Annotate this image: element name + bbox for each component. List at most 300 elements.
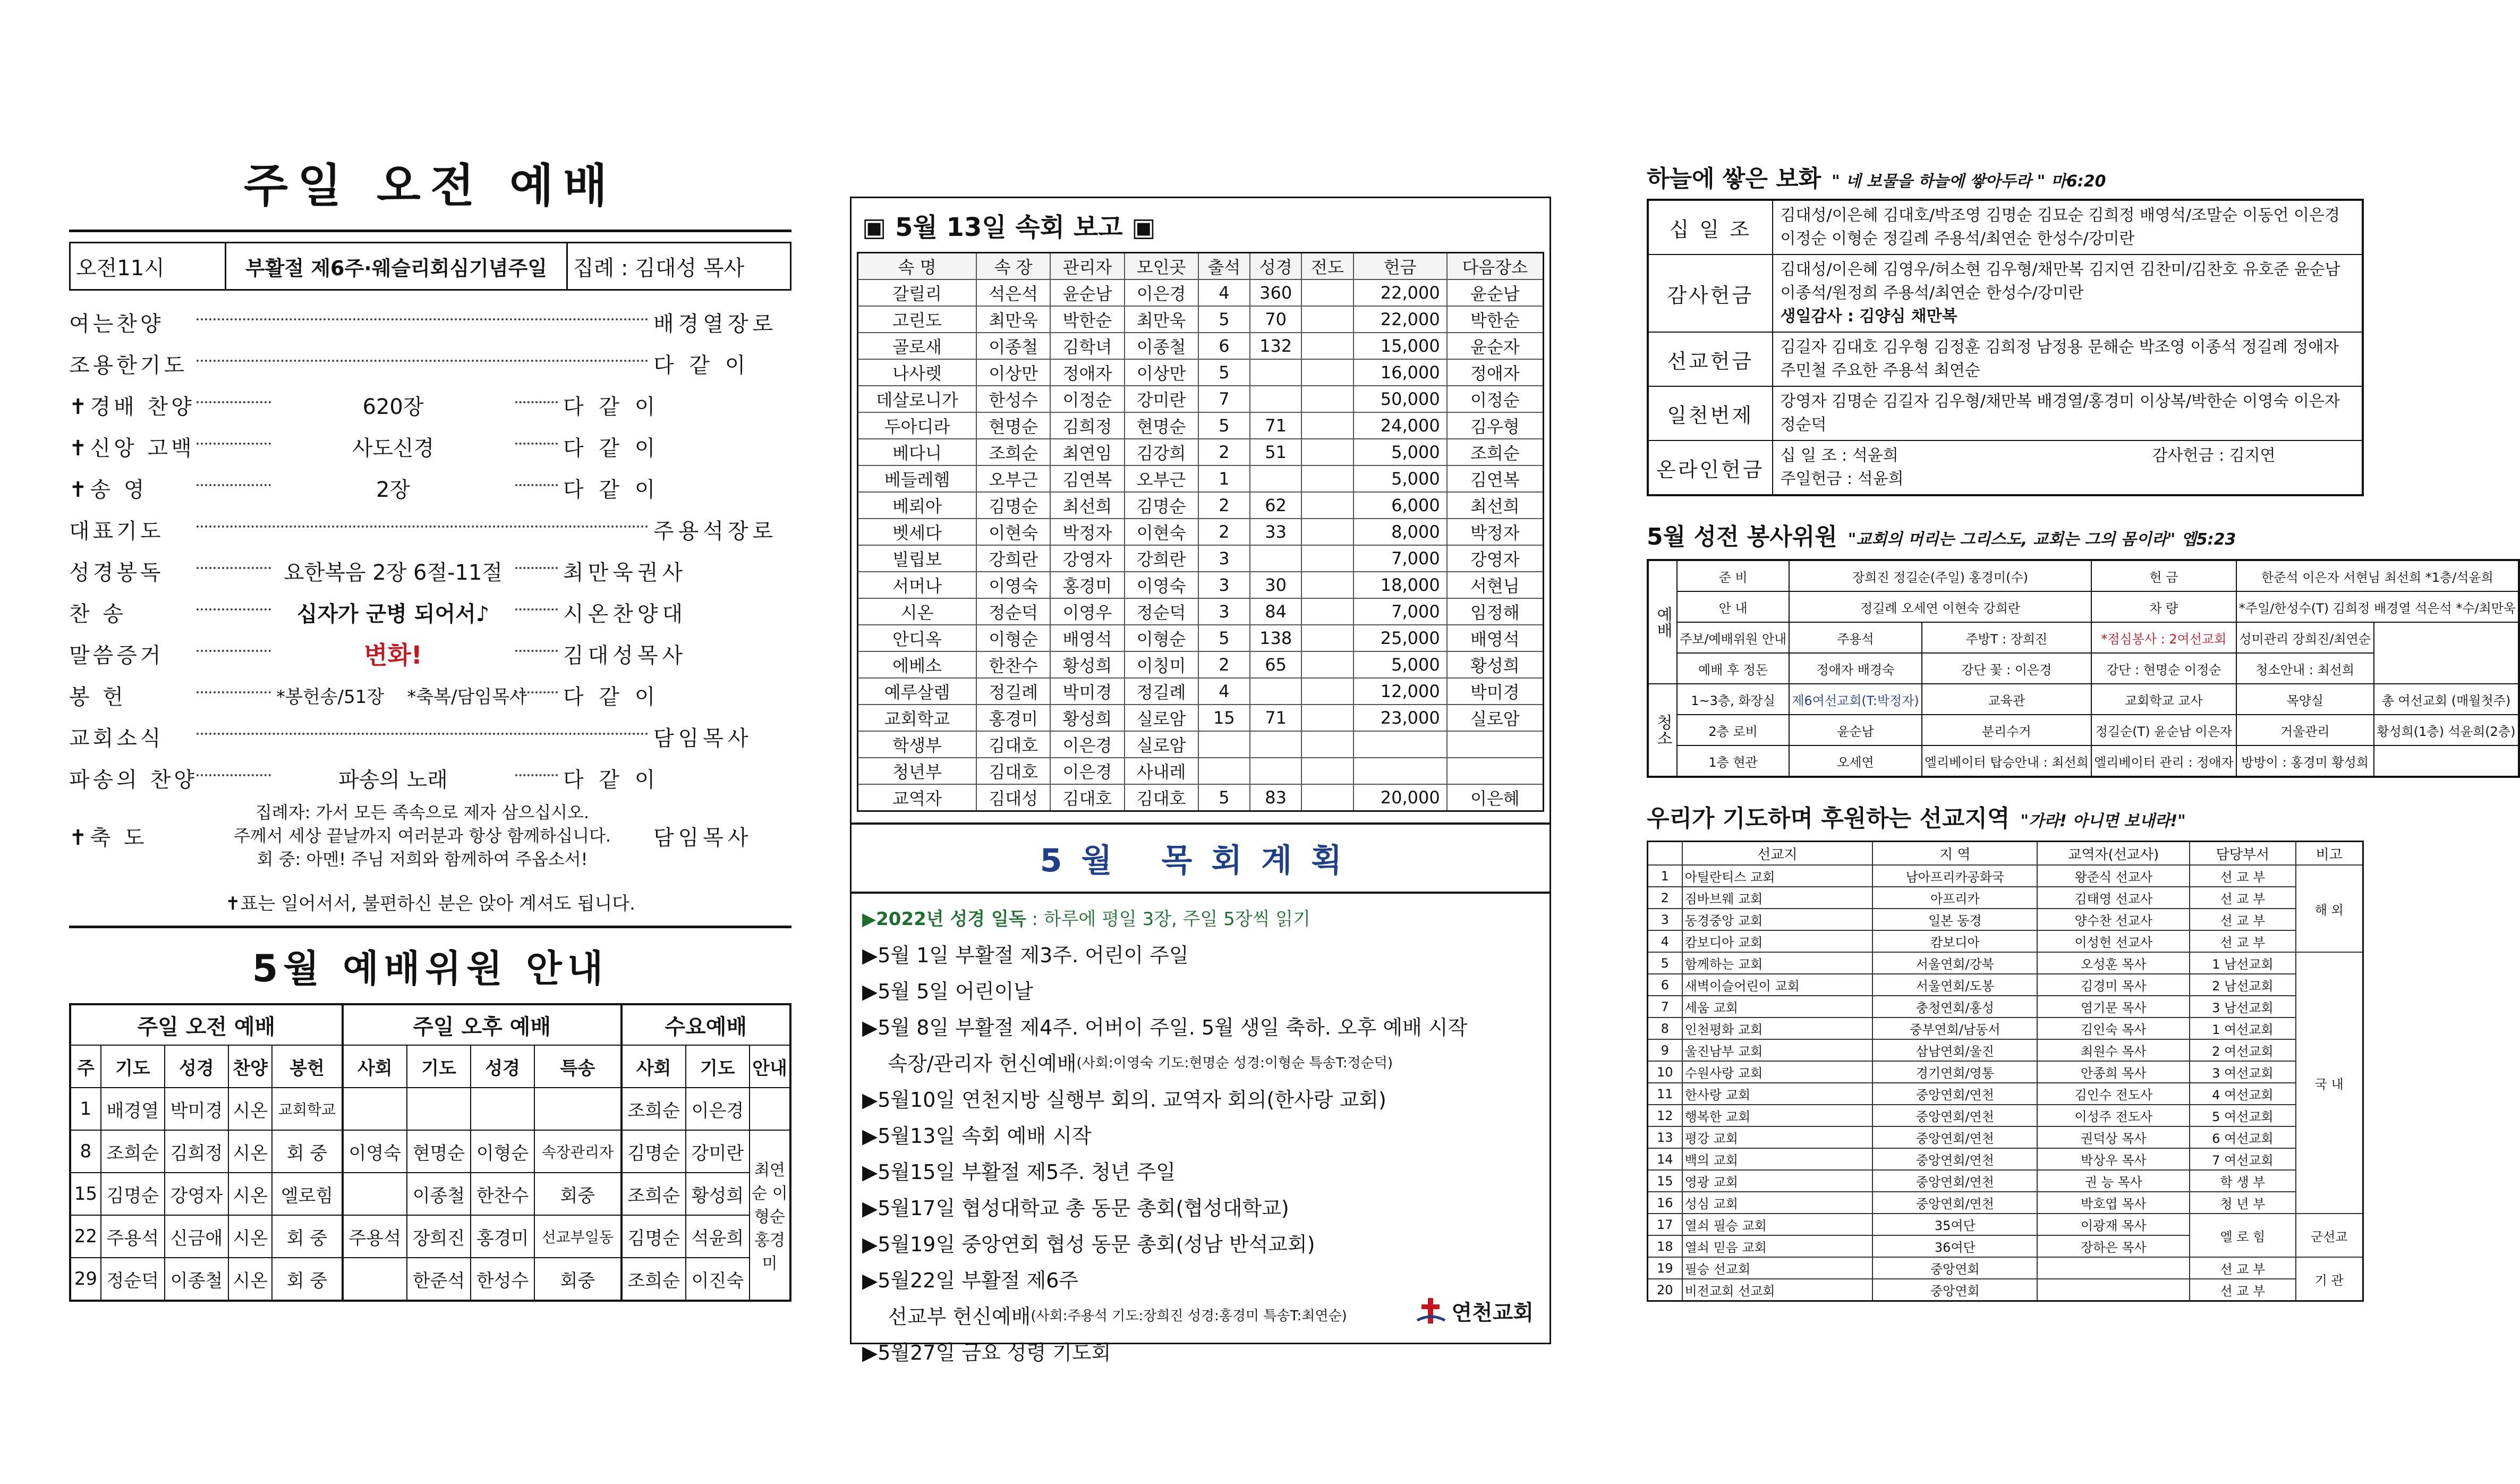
table-row — [858, 333, 1544, 359]
mission-cell: 중앙연회/연천 — [1872, 1105, 2037, 1126]
volunteer-cell: 제6여선교회(T:박정자) — [1789, 684, 1922, 715]
report-cell: 23,000 — [1353, 705, 1447, 731]
committee-cell: 장희진 — [407, 1215, 471, 1258]
volunteer-cell: *주일/한성수(T) 김희정 배경열 석은석 *수/최만욱 — [2236, 591, 2519, 622]
report-cell: 이영숙 — [976, 572, 1050, 598]
report-col-header: 속 명 — [858, 253, 977, 280]
plan-item — [862, 1224, 1539, 1260]
report-cell: 최선희 — [1447, 492, 1544, 519]
report-cell: 한성수 — [976, 386, 1050, 412]
table-row — [858, 705, 1544, 731]
committee-cell: 신금애 — [165, 1215, 228, 1258]
report-cell: 베뢰아 — [858, 492, 977, 519]
committee-cell: 한준석 — [407, 1258, 471, 1301]
offering-names — [1773, 200, 2363, 255]
report-cell: 청년부 — [858, 758, 977, 784]
leader-dots — [515, 401, 558, 403]
benediction-line: 주께서 세상 끝날까지 여러분과 항상 함께하십니다. — [233, 826, 611, 846]
report-cell: 2 — [1198, 519, 1250, 545]
benediction-resp: 담임목사 — [653, 825, 753, 850]
mission-cell: 장하은 목사 — [2037, 1235, 2190, 1257]
mission-cell: 서울연회/도봉 — [1872, 974, 2037, 996]
report-cell: 2 — [1198, 651, 1250, 678]
report-cell: 5 — [1198, 359, 1250, 386]
mission-cell: 1 여선교회 — [2190, 1017, 2295, 1039]
report-cell: 2 — [1198, 439, 1250, 465]
mission-note: 해 외 — [2296, 865, 2363, 952]
report-cell: 이은경 — [1050, 731, 1124, 758]
committee-col-header: 사회 — [343, 1045, 407, 1088]
committee-col-header: 찬양 — [228, 1045, 272, 1088]
table-row — [1648, 1083, 2363, 1105]
mission-cell — [2037, 1257, 2190, 1279]
committee-guide: 최연순 이형순 홍경미 — [750, 1130, 790, 1301]
mission-cell: 3 — [1648, 909, 1682, 930]
table-row — [1648, 909, 2363, 930]
mission-cell: 중앙연회/연천 — [1872, 1170, 2037, 1192]
mission-cell: 청 년 부 — [2190, 1192, 2295, 1214]
service-name: 부활절 제6주·웨슬리회심기념주일 — [226, 243, 568, 289]
report-cell: 5 — [1198, 306, 1250, 333]
volunteer-cell: 황성희(1층) 석윤희(2층) — [2374, 715, 2519, 745]
report-cell: 7,000 — [1353, 545, 1447, 572]
mission-cell: 경기연회/영통 — [1872, 1061, 2037, 1083]
mission-cell: 박상우 목사 — [2037, 1148, 2190, 1170]
order-resp: 다 같 이 — [563, 436, 660, 461]
report-cell: 이상만 — [1125, 359, 1198, 386]
report-cell: 12,000 — [1353, 678, 1447, 705]
report-cell: 25,000 — [1353, 625, 1447, 651]
plan-text: ▶5월13일 속회 예배 시작 — [862, 1124, 1092, 1148]
leader-dots — [515, 443, 558, 445]
mission-cell: 김인숙 목사 — [2037, 1017, 2190, 1039]
report-cell: 석은석 — [976, 279, 1050, 306]
table-row — [1648, 1148, 2363, 1170]
mission-cell: 최원수 목사 — [2037, 1039, 2190, 1061]
volunteer-table — [1647, 559, 2520, 778]
report-cell: 132 — [1250, 333, 1301, 359]
report-cell: 15,000 — [1353, 333, 1447, 359]
plan-sub: (사회:이영숙 기도:현명순 성경:이형순 특송T:정순덕) — [1076, 1055, 1393, 1071]
volunteer-cell: 주보/예배위원 안내 — [1677, 622, 1789, 653]
report-cell: 22,000 — [1353, 306, 1447, 333]
standing-note: ✝표는 일어서서, 불편하신 분은 앉아 계셔도 됩니다. — [225, 893, 635, 914]
committee-cell: 회 중 — [272, 1258, 342, 1301]
volunteer-cell: 엘리베이터 관리 : 정애자 — [2091, 745, 2236, 777]
report-cell: 이현숙 — [1125, 519, 1198, 545]
report-cell — [1301, 651, 1353, 678]
mission-cell: 2 여선교회 — [2190, 1039, 2295, 1061]
offering-line: 강영자 김명순 김길자 김우형/채만복 배경열/홍경미 이상복/박한순 이영숙 이은자 — [1780, 392, 2340, 411]
committee-table — [69, 1003, 791, 1302]
mission-cell: 6 여선교회 — [2190, 1126, 2295, 1148]
report-cell: 정애자 — [1447, 359, 1544, 386]
mission-cell: 남아프리카공화국 — [1872, 865, 2037, 887]
report-cell: 3 — [1198, 572, 1250, 598]
report-cell: 이형순 — [976, 625, 1050, 651]
mission-cell: 염기문 목사 — [2037, 996, 2190, 1017]
report-cell: 나사렛 — [858, 359, 977, 386]
committee-cell: 이종철 — [165, 1258, 228, 1301]
report-cell: 83 — [1250, 784, 1301, 811]
volunteer-cell: 정길례 오세연 이현숙 강희란 — [1789, 591, 2091, 622]
report-cell: 22,000 — [1353, 279, 1447, 306]
committee-col-header: 봉헌 — [272, 1045, 342, 1088]
committee-cell: 한찬수 — [471, 1173, 534, 1215]
report-cell: 62 — [1250, 492, 1301, 519]
mission-cell: 성심 교회 — [1682, 1192, 1873, 1214]
mission-cell: 비전교회 선교회 — [1682, 1279, 1873, 1301]
benediction-line: 회 중: 아멘! 주님 저희와 함께하여 주옵소서! — [257, 849, 588, 869]
mission-cell: 중앙연회/연천 — [1872, 1126, 2037, 1148]
volunteer-cell: 장희진 정길순(주일) 홍경미(수) — [1789, 560, 2091, 591]
mission-note: 국 내 — [2296, 952, 2363, 1214]
table-row — [1648, 1214, 2363, 1235]
mission-cell: 한사랑 교회 — [1682, 1083, 1873, 1105]
committee-cell: 속장관리자 — [534, 1130, 621, 1173]
plan-item — [862, 1260, 1539, 1296]
order-row — [69, 674, 791, 716]
online-offering-row — [1648, 440, 2363, 495]
online-thanks: 감사헌금 : 김지연 — [2152, 446, 2276, 465]
report-cell: 김우형 — [1447, 412, 1544, 439]
report-col-header: 관리자 — [1050, 253, 1124, 280]
report-cell — [1301, 678, 1353, 705]
volunteer-cell: 윤순남 — [1789, 715, 1922, 745]
report-cell: 1 — [1198, 465, 1250, 492]
report-col-header: 전도 — [1301, 253, 1353, 280]
plan-item — [862, 1333, 1539, 1369]
committee-cell: 22 — [70, 1215, 101, 1258]
mission-col-header: 지 역 — [1872, 842, 2037, 866]
mission-col-header: 비고 — [2296, 842, 2363, 866]
report-cell: 이종철 — [1125, 333, 1198, 359]
report-cell: 138 — [1250, 625, 1301, 651]
leader-dots — [197, 691, 271, 693]
mission-col-header: 교역자(선교사) — [2037, 842, 2190, 866]
worship-order-panel — [69, 149, 791, 1371]
mission-cell: 일본 동경 — [1872, 909, 2037, 930]
plan-text: ▶5월15일 부활절 제5주. 청년 주일 — [862, 1160, 1176, 1184]
report-cell: 조희순 — [976, 439, 1050, 465]
report-cell: 윤순자 — [1447, 333, 1544, 359]
mission-cell: 선 교 부 — [2190, 887, 2295, 909]
report-cell: 5,000 — [1353, 651, 1447, 678]
mission-cell: 영광 교회 — [1682, 1170, 1873, 1192]
volunteer-cell: 주방T : 장희진 — [1922, 622, 2091, 653]
mission-cell: 5 여선교회 — [2190, 1105, 2295, 1126]
committee-cell: 이은경 — [686, 1088, 750, 1130]
committee-cell: 시온 — [228, 1130, 272, 1173]
report-cell: 51 — [1250, 439, 1301, 465]
mission-cell: 4 — [1648, 930, 1682, 952]
report-cell: 강미란 — [1125, 386, 1198, 412]
report-col-header: 헌금 — [1353, 253, 1447, 280]
report-cell — [1198, 758, 1250, 784]
order-resp: 시온찬양대 — [563, 601, 687, 626]
table-row — [70, 1088, 790, 1130]
report-cell — [1250, 758, 1301, 784]
mission-cell: 인천평화 교회 — [1682, 1017, 1873, 1039]
order-label: 찬 송 — [69, 601, 126, 626]
mission-cell: 백의 교회 — [1682, 1148, 1873, 1170]
report-cell — [1301, 412, 1353, 439]
report-cell: 학생부 — [858, 731, 977, 758]
table-row — [858, 465, 1544, 492]
report-cell — [1301, 598, 1353, 625]
order-resp: 다 같 이 — [563, 684, 660, 709]
mission-cell: 1 — [1648, 865, 1682, 887]
committee-cell: 이진숙 — [686, 1258, 750, 1301]
volunteer-cell: 정길순(T) 윤순남 이은자 — [2091, 715, 2236, 745]
leader-dots — [197, 360, 648, 362]
offering-row — [1648, 200, 2363, 255]
committee-col-header: 성경 — [471, 1045, 534, 1088]
mission-cell: 이성헌 선교사 — [2037, 930, 2190, 952]
offering-row — [1648, 386, 2363, 440]
committee-cell: 석윤희 — [686, 1215, 750, 1258]
report-cell: 박미경 — [1050, 678, 1124, 705]
mission-cell: 동경중앙 교회 — [1682, 909, 1873, 930]
leader-dots — [197, 443, 271, 445]
mission-cell: 열쇠 필승 교회 — [1682, 1214, 1873, 1235]
table-row — [1648, 591, 2519, 622]
mission-cell: 10 — [1648, 1061, 1682, 1083]
mission-cell: 선 교 부 — [2190, 1279, 2295, 1301]
committee-cell — [343, 1173, 407, 1215]
table-row — [858, 731, 1544, 758]
volunteer-cell: 헌 금 — [2091, 560, 2236, 591]
offering-panel — [1647, 159, 2516, 1381]
report-cell: 서머나 — [858, 572, 977, 598]
volunteer-cell: 2층 로비 — [1677, 715, 1789, 745]
table-row — [858, 412, 1544, 439]
order-label: ✝경배 찬양 — [69, 394, 195, 419]
report-cell: 교역자 — [858, 784, 977, 811]
report-cell: 이정순 — [1050, 386, 1124, 412]
committee-col-header: 기도 — [407, 1045, 471, 1088]
report-cell — [1301, 279, 1353, 306]
report-cell: 홍경미 — [1050, 572, 1124, 598]
plan-reading-text: : 하루에 평일 3장, 주일 5장씩 읽기 — [1032, 908, 1310, 930]
mission-header — [1647, 799, 2364, 833]
offering-head: 십 일 조 — [1648, 200, 1773, 255]
report-cell: 조희순 — [1447, 439, 1544, 465]
report-cell: 정길례 — [1125, 678, 1198, 705]
volunteer-cell: 1~3층, 화장실 — [1677, 684, 1789, 715]
table-row — [1648, 1039, 2363, 1061]
order-resp: 다 같 이 — [653, 353, 750, 378]
committee-cell: 엘로힘 — [272, 1173, 342, 1215]
table-row — [858, 359, 1544, 386]
mission-cell: 4 여선교회 — [2190, 1083, 2295, 1105]
offering-names — [1773, 386, 2363, 440]
order-row — [69, 384, 791, 426]
plan-text: ▶5월10일 연천지방 실행부 회의. 교역자 회의(한사랑 교회) — [862, 1088, 1386, 1112]
table-row — [1648, 865, 2363, 887]
report-cell: 4 — [1198, 678, 1250, 705]
report-cell: 베다니 — [858, 439, 977, 465]
report-cell: 박한순 — [1447, 306, 1544, 333]
report-cell: 안디옥 — [858, 625, 977, 651]
report-cell — [1301, 359, 1353, 386]
plan-text: ▶5월27일 금요 성령 기도회 — [862, 1341, 1111, 1364]
report-cell: 두아디라 — [858, 412, 977, 439]
report-cell: 배영석 — [1447, 625, 1544, 651]
report-cell: 김명순 — [976, 492, 1050, 519]
mission-cell: 아틸란티스 교회 — [1682, 865, 1873, 887]
order-resp: 담임목사 — [653, 726, 753, 751]
order-label: 교회소식 — [69, 726, 164, 751]
committee-cell: 회중 — [534, 1173, 621, 1215]
order-row — [69, 757, 791, 799]
mission-table — [1647, 841, 2364, 1302]
mission-cell: 11 — [1648, 1083, 1682, 1105]
report-cell — [1250, 731, 1301, 758]
volunteer-header — [1647, 518, 2364, 552]
report-cell: 오부근 — [976, 465, 1050, 492]
order-detail: 620장 — [362, 394, 424, 419]
order-resp: 다 같 이 — [563, 477, 660, 502]
table-row — [1648, 1170, 2363, 1192]
table-row — [1648, 930, 2363, 952]
plan-item — [862, 935, 1539, 971]
mission-cell: 이광재 목사 — [2037, 1214, 2190, 1235]
mission-cell: 오성훈 목사 — [2037, 952, 2190, 974]
mission-cell: 선 교 부 — [2190, 1257, 2295, 1279]
offering-head: 선교헌금 — [1648, 332, 1773, 386]
online-tithe: 십 일 조 : 석윤희 — [1780, 446, 1898, 465]
report-cell: 이형순 — [1125, 625, 1198, 651]
report-cell: 정순덕 — [976, 598, 1050, 625]
report-cell: 황성희 — [1447, 651, 1544, 678]
order-row — [69, 426, 791, 467]
volunteer-cell: 정애자 배경숙 — [1789, 653, 1922, 684]
committee-cell: 회 중 — [272, 1215, 342, 1258]
committee-cell: 조희순 — [101, 1130, 165, 1173]
committee-cell: 김희정 — [165, 1130, 228, 1173]
report-cell: 김희정 — [1050, 412, 1124, 439]
mission-cell: 아프리카 — [1872, 887, 2037, 909]
report-title: ▣ 5월 13일 속회 보고 ▣ — [862, 213, 1156, 242]
order-label: 조용한기도 — [69, 353, 188, 378]
committee-cell: 29 — [70, 1258, 101, 1301]
committee-cell: 주용석 — [343, 1215, 407, 1258]
table-row — [858, 625, 1544, 651]
report-cell: 김연복 — [1447, 465, 1544, 492]
report-cell: 20,000 — [1353, 784, 1447, 811]
report-cell: 배영석 — [1050, 625, 1124, 651]
table-row — [1648, 1126, 2363, 1148]
report-cell: 예루살렘 — [858, 678, 977, 705]
committee-cell: 황성희 — [686, 1173, 750, 1215]
committee-cell: 시온 — [228, 1215, 272, 1258]
report-cell — [1301, 333, 1353, 359]
plan-sub: (사회:주용석 기도:장희진 성경:홍경미 특송T:최연순) — [1031, 1308, 1347, 1324]
plan-text: 선교부 헌신예배 — [862, 1304, 1031, 1328]
report-cell: 16,000 — [1353, 359, 1447, 386]
mission-cell: 35여단 — [1872, 1214, 2037, 1235]
report-cell — [1301, 386, 1353, 412]
offering-line: 이정순 이형순 정길례 주용석/최연순 한성수/강미란 — [1780, 230, 2135, 248]
offering-title: 하늘에 쌓은 보화 — [1647, 165, 1821, 192]
mission-cell: 19 — [1648, 1257, 1682, 1279]
mission-note: 군선교 — [2296, 1214, 2363, 1257]
report-cell: 정순덕 — [1125, 598, 1198, 625]
plan-item — [862, 1007, 1539, 1044]
report-cell: 18,000 — [1353, 572, 1447, 598]
group-header: 수요예배 — [622, 1004, 790, 1045]
mission-cell: 1 남선교회 — [2190, 952, 2295, 974]
leader-dots — [197, 567, 271, 569]
report-cell: 박정자 — [1050, 519, 1124, 545]
mission-cell: 3 남선교회 — [2190, 996, 2295, 1017]
committee-cell: 회중 — [534, 1258, 621, 1301]
mission-cell: 권덕상 목사 — [2037, 1126, 2190, 1148]
report-cell: 이은경 — [1125, 279, 1198, 306]
plan-text: 속장/관리자 헌신예배 — [862, 1051, 1077, 1075]
offering-head: 일천번제 — [1648, 386, 1773, 440]
report-cell: 사내레 — [1125, 758, 1198, 784]
mission-cell: 9 — [1648, 1039, 1682, 1061]
report-cell: 6 — [1198, 333, 1250, 359]
report-cell — [1250, 359, 1301, 386]
worship-order-list — [69, 301, 791, 799]
report-cell: 정애자 — [1050, 359, 1124, 386]
order-row — [69, 301, 791, 343]
report-cell: 시온 — [858, 598, 977, 625]
leader-dots — [197, 401, 271, 403]
worship-group: 예배 — [1648, 560, 1677, 684]
volunteer-cell: 안 내 — [1677, 591, 1789, 622]
volunteer-cell: 거울관리 — [2236, 715, 2374, 745]
report-cell: 70 — [1250, 306, 1301, 333]
leader-dots — [197, 318, 648, 320]
mission-cell: 14 — [1648, 1148, 1682, 1170]
online-values — [1773, 440, 2363, 495]
offering-quote: " 네 보물을 하늘에 쌓아두라 " 마6:20 — [1832, 172, 2106, 191]
report-cell: 최연임 — [1050, 439, 1124, 465]
mission-quote: "가라! 아니면 보내라!" — [2020, 812, 2186, 830]
offering-line: 김길자 김대호 김우형 김정훈 김희정 남정용 문해순 박조영 이종석 정길례 정애자 — [1780, 338, 2339, 357]
mission-title: 우리가 기도하며 후원하는 선교지역 — [1647, 805, 2010, 832]
committee-cell: 배경열 — [101, 1088, 165, 1130]
cross-logo-icon — [1415, 1295, 1447, 1327]
leader-dots — [515, 691, 558, 693]
plan-item — [862, 1116, 1539, 1152]
mission-cell: 안종희 목사 — [2037, 1061, 2190, 1083]
mission-cell: 삼남연회/울진 — [1872, 1039, 2037, 1061]
report-cell: 강희란 — [976, 545, 1050, 572]
benediction-label: ✝축 도 — [69, 825, 148, 850]
report-cell: 5,000 — [1353, 465, 1447, 492]
mission-cell: 15 — [1648, 1170, 1682, 1192]
committee-col-header: 기도 — [686, 1045, 750, 1088]
volunteer-cell: 예배 후 정돈 — [1677, 653, 1789, 684]
order-detail: 파송의 노래 — [338, 767, 448, 792]
mission-cell: 중앙연회/연천 — [1872, 1148, 2037, 1170]
report-cell: 6,000 — [1353, 492, 1447, 519]
report-cell: 김명순 — [1125, 492, 1198, 519]
order-detail: 2장 — [376, 477, 411, 502]
mission-cell: 엘 로 힘 — [2190, 1214, 2295, 1257]
table-row — [1648, 560, 2519, 591]
table-row — [1648, 1257, 2363, 1279]
plan-item — [862, 1188, 1539, 1224]
offering-row — [1648, 332, 2363, 386]
divider — [69, 230, 791, 232]
leader-dots — [515, 567, 558, 569]
